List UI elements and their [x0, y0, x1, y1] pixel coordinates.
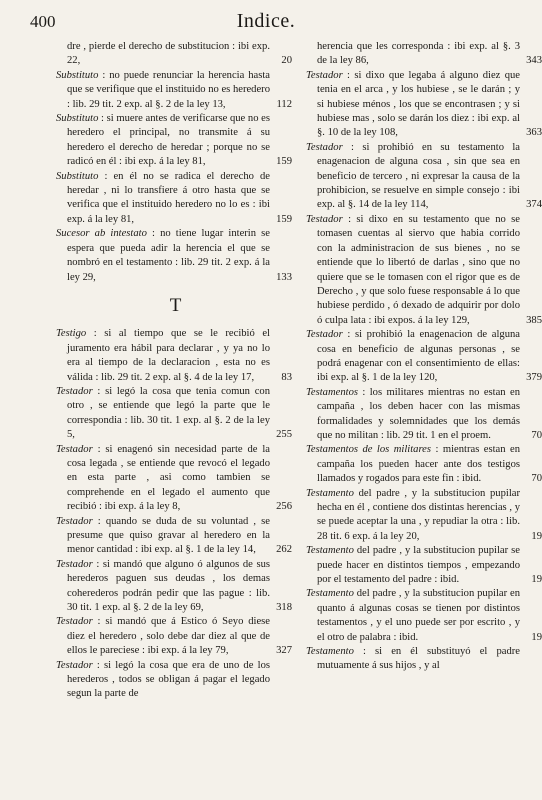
- entry-term: Testador: [306, 141, 343, 153]
- entry-page-ref: 20: [281, 55, 292, 67]
- entry-page-ref: 327: [276, 645, 292, 657]
- entry-text: : si prohibió la enagenacion de alguna cosa en beneficio de algunas personas , se podrá enagenar con el consentimiento de ellas: ibi exp. al §. 1 de la ley 120,: [317, 329, 520, 384]
- entry-term: Substituto: [56, 69, 99, 81]
- index-entry: [56, 227, 292, 285]
- entry-page-ref: 374: [526, 199, 542, 211]
- right-entries: [306, 40, 542, 674]
- index-entry: [56, 443, 292, 515]
- index-entry: [56, 40, 292, 69]
- entry-page-ref: 70: [531, 429, 542, 441]
- entry-text: : si mandó que á Estico ó Seyo diese diez el heredero , solo debe dar diez al que de ellos le pareciese : ibi exp. á la ley 79,: [67, 616, 270, 657]
- index-entry: [56, 170, 292, 228]
- index-entry: [306, 69, 542, 141]
- index-entry: [306, 213, 542, 328]
- entry-text: : si en él substituyó el padre mutuamente á sus hijos , y al: [317, 646, 520, 672]
- index-entry: [56, 385, 292, 443]
- index-entry: [306, 328, 542, 386]
- entry-term: Sucesor ab intestato: [56, 228, 147, 240]
- index-entry: [306, 645, 534, 674]
- entry-page-ref: 112: [276, 98, 292, 110]
- entry-page-ref: 159: [276, 213, 292, 225]
- entry-term: Testamento: [306, 646, 354, 658]
- index-entry: [56, 615, 292, 658]
- page-header: [0, 8, 532, 36]
- entry-term: Testador: [306, 213, 343, 225]
- entry-term: Testigo: [56, 328, 87, 340]
- entry-text: : si al tiempo que se le recibió el juramento era hábil para declarar , y ya no lo era al tiempo de la declaracion , esta no es válida : lib. 29 tit. 2 exp. al §. 4 de la ley 17,: [67, 328, 270, 383]
- entry-term: Testador: [56, 385, 93, 397]
- entry-text: del padre , y la substitucion pupilar hecha en él , contiene dos distintas herencias , y se puede aceptar la una , y repudiar la otra : lib. 28 tit. 6 exp. á la ley 20,: [317, 487, 520, 542]
- entry-text: : en él no se radica el derecho de heredar , ni lo transfiere á otro hasta que se verifica que el instituido heredero no lo es : ibi exp. á la ley 81,: [67, 170, 270, 225]
- entry-term: Testamentos de los militares: [306, 444, 431, 456]
- entry-text: : quando se duda de su voluntad , se presume que quiso gravar al heredero en la menor cantidad : ibi exp. al §. 1 de la ley 14,: [67, 515, 270, 556]
- entry-page-ref: 385: [526, 314, 542, 326]
- entry-page-ref: 343: [526, 55, 542, 67]
- index-entry: [306, 386, 542, 444]
- entry-page-ref: 19: [531, 631, 542, 643]
- left-column: [56, 40, 292, 702]
- entry-text: : si legó la cosa que era de uno de los herederos , todos se obligan á pagar el legado segun la parte de: [67, 659, 270, 700]
- index-entry: [306, 587, 542, 645]
- left-entries: [56, 40, 292, 285]
- index-entry: [56, 69, 292, 112]
- right-column: [306, 40, 542, 674]
- entry-term: Testador: [306, 329, 343, 341]
- entry-text: del padre , y la substitucion pupilar en quanto á algunas cosas se tienen por distintos testamentos , y el uno puede ser por escrito , y el otro de palabra : ibid.: [317, 588, 520, 643]
- entry-page-ref: 159: [276, 156, 292, 168]
- entry-text: : no tiene lugar interin se espera que pueda adir la herencia el que se nombró en el testamento : lib. 29 tit. 2 exp. á la ley 29,: [67, 228, 270, 283]
- entry-page-ref: 318: [276, 602, 292, 614]
- entry-text: del padre , y la substitucion pupilar se puede hacer en distintos tiempos , empezando por el testamento del padre : ibid.: [317, 545, 520, 586]
- index-entry: [306, 40, 542, 69]
- entry-term: Testamento: [306, 545, 354, 557]
- entry-text: : si dixo que legaba á alguno diez que tenia en el arca , y los hubiese , se le darán ; y si hubiese ménos , los que se encontrasen ; y si hubiese mas , solo se darán los diez : ibi exp. al §. 10 de la ley 108,: [317, 69, 520, 139]
- entry-text: : si prohibió en su testamento la enagenacion de alguna cosa , sin que sea en beneficio de tercero , ni expresar la causa de la prohibicion, se resuelve en simple consejo : ibi exp. al §. 14 de la ley 114,: [317, 141, 520, 211]
- section-letter: T: [169, 294, 182, 316]
- entry-term: Testador: [56, 515, 93, 527]
- entry-page-ref: 379: [526, 372, 542, 384]
- entry-text: : mientras estan en campaña los pueden hacer ante dos testigos llamados y rogados para este fin : ibid.: [317, 444, 521, 485]
- entry-page-ref: 19: [531, 530, 542, 542]
- index-entry: [306, 487, 542, 545]
- page-number: 400: [30, 12, 56, 31]
- entry-text: : si mandó que alguno ó algunos de sus herederos paguen sus deudas , los demas coherederos podrán pedir que las pague : lib. 30 tit. 1 exp. al §. 2 de la ley 69,: [67, 558, 270, 614]
- entry-term: Substituto: [56, 113, 99, 125]
- entry-page-ref: 262: [276, 544, 292, 556]
- entry-text: : si dixo en su testamento que no se tomasen cuentas al siervo que habia corrido con la administracion de sus bienes , no se entiende que lo libertó de darlas , sino que no quiere que se le tomasen con el rigor que es de Derecho , y que solo fuese responsable á lo que hubiese perdido , ó dexado de adquirir por dolo ó culpa lata : ibi expos. á la ley 129,: [317, 213, 520, 326]
- index-entry: [56, 515, 292, 558]
- entry-term: Testador: [56, 443, 93, 455]
- entry-text: dre , pierde el derecho de substitucion : ibi exp. 22,: [67, 41, 270, 67]
- index-entry: [56, 327, 292, 385]
- entry-term: Testador: [56, 558, 93, 570]
- entry-page-ref: 133: [276, 271, 292, 283]
- entry-term: Testador: [306, 69, 343, 81]
- entry-page-ref: 363: [526, 127, 542, 139]
- index-entry: [306, 443, 542, 486]
- left-entries-t: [56, 327, 292, 702]
- entry-page-ref: 83: [281, 371, 292, 383]
- entry-text: : si legó la cosa que tenia comun con otro , se entiende que legó la parte que le correspondia : lib. 30 tit. 1 exp. al §. 2 de la ley 5,: [67, 385, 270, 441]
- index-entry: [306, 141, 542, 213]
- entry-text: : si enagenó sin necesidad parte de la cosa legada , se entiende que revocó el legado en esta parte , asi como tambien se comprehende en el legado el aumento que recibió : ibi exp. á la ley 8,: [67, 443, 270, 513]
- entry-term: Testador: [56, 616, 93, 628]
- index-entry: [56, 558, 292, 616]
- running-head: Indice.: [236, 10, 296, 32]
- entry-page-ref: 256: [276, 501, 292, 513]
- entry-text: : si muere antes de verificarse que no es heredero el principal, no transmite á su heredero el derecho de heredar ; porque no se radicó en él : ibi exp. á la ley 81,: [67, 113, 270, 168]
- index-entry: [56, 112, 292, 170]
- entry-term: Testador: [56, 659, 93, 671]
- entry-term: Testamento: [306, 487, 354, 499]
- entry-text: herencia que les corresponda : ibi exp. al §. 3 de la ley 86,: [317, 41, 520, 67]
- entry-text: : los militares mientras no estan en campaña , los deben hacer con las mismas formalidades y solemnidades que los demás que no militan : lib. 29 tit. 1 en el proem.: [317, 386, 520, 441]
- entry-page-ref: 19: [531, 574, 542, 586]
- index-entry: [306, 544, 542, 587]
- entry-term: Testamentos: [306, 386, 358, 398]
- entry-page-ref: 70: [531, 473, 542, 485]
- entry-text: : no puede renunciar la herencia hasta que se verifique que el instituido no es heredero : lib. 29 tit. 2 exp. al §. 2 de la ley 13,: [67, 69, 270, 110]
- entry-page-ref: 255: [276, 429, 292, 441]
- index-entry: [56, 659, 284, 702]
- entry-term: Substituto: [56, 170, 99, 182]
- entry-term: Testamento: [306, 588, 354, 600]
